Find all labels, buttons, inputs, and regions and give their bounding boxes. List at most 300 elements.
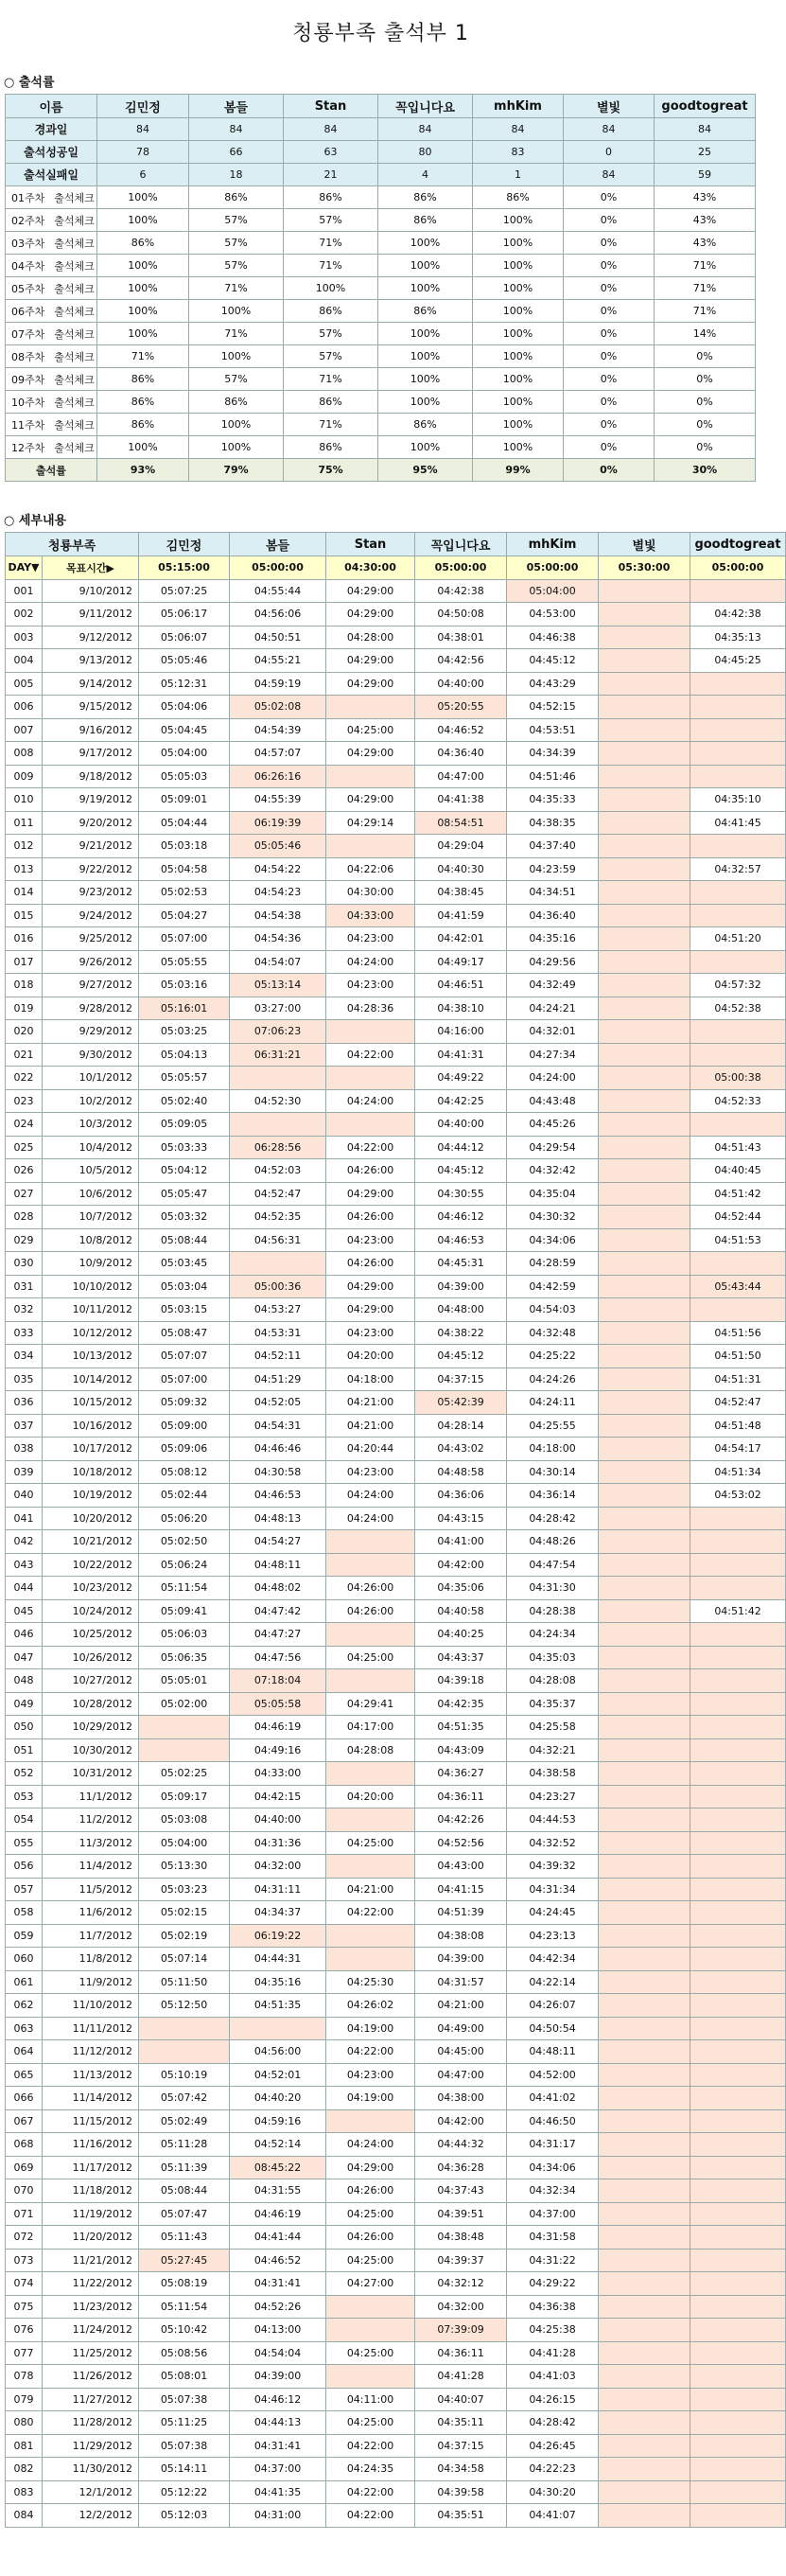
week-rate: 57% xyxy=(189,209,284,232)
wake-time: 05:05:46 xyxy=(230,835,326,858)
week-label xyxy=(6,186,97,209)
day-number: 069 xyxy=(6,2156,43,2179)
wake-time: 04:29:00 xyxy=(326,649,415,673)
stat-value: 63 xyxy=(284,141,378,164)
wake-time: 04:32:42 xyxy=(507,1159,599,1183)
wake-time xyxy=(690,1994,786,2018)
week-rate: 0% xyxy=(655,436,756,459)
wake-time: 05:07:07 xyxy=(139,1345,230,1368)
member-header: mhKim xyxy=(507,533,599,556)
wake-time: 04:52:11 xyxy=(230,1345,326,1368)
wake-time: 04:46:52 xyxy=(230,2249,326,2272)
day-date: 11/12/2012 xyxy=(43,2040,139,2064)
day-number: 002 xyxy=(6,603,43,626)
wake-time xyxy=(690,1738,786,1762)
wake-time xyxy=(599,1438,690,1461)
day-row xyxy=(6,1785,786,1808)
day-row xyxy=(6,2063,786,2087)
wake-time: 04:23:59 xyxy=(507,857,599,881)
week-rate: 100% xyxy=(473,414,564,436)
wake-time: 04:57:07 xyxy=(230,742,326,766)
day-number: 017 xyxy=(6,950,43,974)
wake-time xyxy=(599,1345,690,1368)
wake-time: 04:45:12 xyxy=(415,1159,507,1183)
wake-time: 04:52:44 xyxy=(690,1206,786,1229)
wake-time: 04:43:29 xyxy=(507,672,599,696)
member-header: 봄들 xyxy=(230,533,326,556)
wake-time: 04:34:06 xyxy=(507,2156,599,2179)
day-row xyxy=(6,1345,786,1368)
day-row xyxy=(6,1530,786,1554)
wake-time: 05:02:08 xyxy=(230,696,326,719)
wake-time: 04:25:55 xyxy=(507,1414,599,1438)
wake-time: 04:40:00 xyxy=(415,1113,507,1137)
wake-time: 04:29:14 xyxy=(326,811,415,835)
week-rate: 86% xyxy=(189,391,284,414)
wake-time: 04:35:13 xyxy=(690,626,786,649)
wake-time: 05:05:55 xyxy=(139,950,230,974)
wake-time xyxy=(599,765,690,788)
week-rate: 100% xyxy=(473,436,564,459)
wake-time: 04:38:35 xyxy=(507,811,599,835)
wake-time: 04:26:00 xyxy=(326,1577,415,1600)
day-row xyxy=(6,1136,786,1159)
wake-time xyxy=(690,696,786,719)
stat-value: 66 xyxy=(189,141,284,164)
wake-time: 04:40:20 xyxy=(230,2087,326,2110)
day-date: 11/16/2012 xyxy=(43,2133,139,2157)
wake-time xyxy=(599,1089,690,1113)
wake-time: 06:31:21 xyxy=(230,1043,326,1067)
wake-time: 05:07:00 xyxy=(139,1367,230,1391)
day-date: 9/15/2012 xyxy=(43,696,139,719)
week-rate: 100% xyxy=(473,209,564,232)
day-number: 001 xyxy=(6,579,43,603)
wake-time: 03:27:00 xyxy=(230,997,326,1020)
wake-time xyxy=(690,1646,786,1669)
stat-label: 출석성공일 xyxy=(6,141,97,164)
wake-time: 04:57:32 xyxy=(690,974,786,997)
wake-time: 04:37:40 xyxy=(507,835,599,858)
week-check: 출석체크 xyxy=(54,282,95,295)
total-rate: 79% xyxy=(189,459,284,482)
day-number: 037 xyxy=(6,1414,43,1438)
day-date: 11/3/2012 xyxy=(43,1831,139,1855)
day-row xyxy=(6,1020,786,1044)
wake-time: 04:48:26 xyxy=(507,1530,599,1554)
stat-row xyxy=(6,164,756,186)
day-row xyxy=(6,1067,786,1090)
day-row xyxy=(6,1507,786,1530)
wake-time: 04:27:00 xyxy=(326,2272,415,2296)
week-rate: 100% xyxy=(473,277,564,300)
wake-time: 05:07:38 xyxy=(139,2388,230,2411)
week-rate: 57% xyxy=(284,345,378,368)
wake-time: 04:50:54 xyxy=(507,2017,599,2040)
wake-time: 07:39:09 xyxy=(415,2319,507,2342)
target-time: 05:00:00 xyxy=(690,556,786,580)
wake-time: 04:52:26 xyxy=(230,2295,326,2319)
wake-time xyxy=(139,2040,230,2064)
stat-value: 1 xyxy=(473,164,564,186)
stat-label: 출석실패일 xyxy=(6,164,97,186)
wake-time xyxy=(690,835,786,858)
wake-time: 04:24:35 xyxy=(326,2458,415,2481)
wake-time: 04:41:59 xyxy=(415,904,507,927)
wake-time: 04:40:58 xyxy=(415,1599,507,1623)
wake-time xyxy=(326,1948,415,1971)
target-time: 05:30:00 xyxy=(599,556,690,580)
week-rate: 86% xyxy=(284,391,378,414)
day-number: 012 xyxy=(6,835,43,858)
week-check: 출석체크 xyxy=(54,418,95,432)
week-rate: 86% xyxy=(189,186,284,209)
week-check: 출석체크 xyxy=(54,441,95,454)
wake-time xyxy=(230,2017,326,2040)
day-row xyxy=(6,1438,786,1461)
wake-time: 04:24:45 xyxy=(507,1901,599,1925)
wake-time: 05:04:00 xyxy=(139,742,230,766)
week-rate: 0% xyxy=(564,345,655,368)
day-number: 048 xyxy=(6,1669,43,1693)
week-label xyxy=(6,277,97,300)
member-header: 김민정 xyxy=(139,533,230,556)
wake-time: 04:36:14 xyxy=(507,1484,599,1508)
wake-time: 05:03:08 xyxy=(139,1808,230,1832)
day-date: 9/26/2012 xyxy=(43,950,139,974)
week-row xyxy=(6,436,756,459)
wake-time: 04:31:41 xyxy=(230,2434,326,2458)
wake-time xyxy=(326,2319,415,2342)
day-number: 010 xyxy=(6,788,43,812)
wake-time xyxy=(599,1855,690,1879)
day-number: 029 xyxy=(6,1228,43,1252)
summary-heading: ○ 출석률 xyxy=(4,76,55,90)
week-rate: 100% xyxy=(378,368,473,391)
wake-time xyxy=(599,718,690,742)
wake-time xyxy=(690,2434,786,2458)
week-number: 06주차 xyxy=(11,305,45,318)
wake-time: 04:36:11 xyxy=(415,2341,507,2365)
wake-time xyxy=(599,1043,690,1067)
wake-time: 04:37:00 xyxy=(230,2458,326,2481)
wake-time xyxy=(599,1646,690,1669)
wake-time: 04:53:51 xyxy=(507,718,599,742)
wake-time: 04:44:53 xyxy=(507,1808,599,1832)
wake-time: 04:45:31 xyxy=(415,1252,507,1276)
wake-time xyxy=(599,1067,690,1090)
day-number: 056 xyxy=(6,1855,43,1879)
wake-time: 04:26:00 xyxy=(326,2226,415,2250)
wake-time: 04:50:51 xyxy=(230,626,326,649)
wake-time: 04:47:42 xyxy=(230,1599,326,1623)
wake-time: 04:22:00 xyxy=(326,2434,415,2458)
wake-time: 06:26:16 xyxy=(230,765,326,788)
wake-time xyxy=(326,1762,415,1786)
wake-time: 04:47:54 xyxy=(507,1553,599,1577)
day-number: 051 xyxy=(6,1738,43,1762)
day-row xyxy=(6,1113,786,1137)
wake-time: 04:52:56 xyxy=(415,1831,507,1855)
wake-time: 04:36:38 xyxy=(507,2295,599,2319)
wake-time: 04:59:19 xyxy=(230,672,326,696)
stat-value: 78 xyxy=(97,141,189,164)
wake-time: 04:39:18 xyxy=(415,1669,507,1693)
wake-time: 04:41:00 xyxy=(415,1530,507,1554)
wake-time xyxy=(690,904,786,927)
wake-time: 05:08:56 xyxy=(139,2341,230,2365)
wake-time xyxy=(326,1808,415,1832)
wake-time xyxy=(690,579,786,603)
wake-time: 04:34:37 xyxy=(230,1901,326,1925)
wake-time xyxy=(599,1367,690,1391)
wake-time: 04:46:19 xyxy=(230,1716,326,1739)
day-date: 11/25/2012 xyxy=(43,2341,139,2365)
wake-time xyxy=(599,1692,690,1716)
week-rate: 71% xyxy=(284,232,378,255)
week-check: 출석체크 xyxy=(54,259,95,273)
wake-time: 04:29:00 xyxy=(326,579,415,603)
day-number: 035 xyxy=(6,1367,43,1391)
week-rate: 0% xyxy=(564,414,655,436)
day-date: 11/17/2012 xyxy=(43,2156,139,2179)
wake-time xyxy=(690,1878,786,1901)
wake-time xyxy=(599,1994,690,2018)
wake-time xyxy=(230,1067,326,1090)
wake-time: 04:23:27 xyxy=(507,1785,599,1808)
target-time: 05:15:00 xyxy=(139,556,230,580)
day-number: 021 xyxy=(6,1043,43,1067)
week-check: 출석체크 xyxy=(54,305,95,318)
week-row xyxy=(6,391,756,414)
wake-time: 04:22:00 xyxy=(326,1901,415,1925)
wake-time: 04:42:34 xyxy=(507,1948,599,1971)
wake-time: 04:47:00 xyxy=(415,2063,507,2087)
day-number: 003 xyxy=(6,626,43,649)
day-number: 052 xyxy=(6,1762,43,1786)
stat-value: 84 xyxy=(97,118,189,141)
wake-time: 04:23:00 xyxy=(326,927,415,951)
day-date: 11/19/2012 xyxy=(43,2202,139,2226)
wake-time: 05:05:57 xyxy=(139,1067,230,1090)
day-date: 11/22/2012 xyxy=(43,2272,139,2296)
day-date: 10/5/2012 xyxy=(43,1159,139,1183)
wake-time: 04:31:11 xyxy=(230,1878,326,1901)
week-label xyxy=(6,232,97,255)
week-rate: 100% xyxy=(378,345,473,368)
wake-time: 04:54:07 xyxy=(230,950,326,974)
wake-time: 04:25:38 xyxy=(507,2319,599,2342)
wake-time xyxy=(690,1924,786,1948)
stat-value: 84 xyxy=(564,118,655,141)
wake-time: 05:16:01 xyxy=(139,997,230,1020)
wake-time xyxy=(690,1252,786,1276)
wake-time: 04:55:44 xyxy=(230,579,326,603)
wake-time: 05:27:45 xyxy=(139,2249,230,2272)
week-rate: 100% xyxy=(97,209,189,232)
day-row xyxy=(6,649,786,673)
wake-time: 04:48:58 xyxy=(415,1460,507,1484)
day-number: 023 xyxy=(6,1089,43,1113)
wake-time: 04:54:17 xyxy=(690,1438,786,1461)
wake-time: 04:42:26 xyxy=(415,1808,507,1832)
wake-time: 04:42:15 xyxy=(230,1785,326,1808)
wake-time: 04:45:26 xyxy=(507,1113,599,1137)
week-rate: 57% xyxy=(189,232,284,255)
wake-time xyxy=(690,2133,786,2157)
week-rate: 0% xyxy=(564,391,655,414)
wake-time: 04:40:00 xyxy=(415,672,507,696)
wake-time: 04:48:11 xyxy=(507,2040,599,2064)
wake-time: 05:00:36 xyxy=(230,1275,326,1298)
wake-time xyxy=(690,2341,786,2365)
week-rate: 14% xyxy=(655,323,756,345)
wake-time: 04:59:16 xyxy=(230,2109,326,2133)
wake-time: 05:05:47 xyxy=(139,1182,230,1206)
wake-time: 04:43:00 xyxy=(415,1855,507,1879)
wake-time: 04:33:00 xyxy=(230,1762,326,1786)
wake-time xyxy=(326,2365,415,2389)
wake-time xyxy=(599,2411,690,2435)
wake-time xyxy=(690,2458,786,2481)
week-row xyxy=(6,255,756,277)
wake-time xyxy=(326,1113,415,1137)
wake-time xyxy=(599,974,690,997)
day-row xyxy=(6,626,786,649)
day-date: 11/14/2012 xyxy=(43,2087,139,2110)
wake-time: 04:41:35 xyxy=(230,2480,326,2504)
week-number: 09주차 xyxy=(11,373,45,386)
day-date: 10/2/2012 xyxy=(43,1089,139,1113)
week-rate: 100% xyxy=(473,300,564,323)
day-row xyxy=(6,1298,786,1322)
day-number: 084 xyxy=(6,2504,43,2528)
wake-time: 04:24:00 xyxy=(507,1067,599,1090)
day-number: 060 xyxy=(6,1948,43,1971)
day-date: 10/12/2012 xyxy=(43,1321,139,1345)
wake-time xyxy=(690,1577,786,1600)
wake-time xyxy=(690,1669,786,1693)
day-row xyxy=(6,2179,786,2203)
day-row xyxy=(6,1228,786,1252)
wake-time: 04:38:48 xyxy=(415,2226,507,2250)
wake-time: 04:20:44 xyxy=(326,1438,415,1461)
day-sort-dropdown[interactable]: DAY▼ xyxy=(6,556,43,580)
wake-time: 04:41:38 xyxy=(415,788,507,812)
wake-time xyxy=(599,2156,690,2179)
wake-time: 04:35:03 xyxy=(507,1646,599,1669)
wake-time: 04:48:11 xyxy=(230,1553,326,1577)
day-number: 040 xyxy=(6,1484,43,1508)
member-header: 꼭입니다요 xyxy=(415,533,507,556)
wake-time xyxy=(690,718,786,742)
wake-time xyxy=(230,1113,326,1137)
wake-time xyxy=(326,1530,415,1554)
wake-time xyxy=(599,696,690,719)
day-row xyxy=(6,974,786,997)
wake-time xyxy=(599,1924,690,1948)
wake-time: 04:32:57 xyxy=(690,857,786,881)
wake-time: 04:55:39 xyxy=(230,788,326,812)
stat-value: 84 xyxy=(473,118,564,141)
wake-time: 04:26:02 xyxy=(326,1994,415,2018)
day-number: 011 xyxy=(6,811,43,835)
wake-time: 04:35:37 xyxy=(507,1692,599,1716)
wake-time xyxy=(326,1855,415,1879)
member-header: goodtogreat xyxy=(655,95,756,118)
wake-time: 04:44:32 xyxy=(415,2133,507,2157)
wake-time: 04:51:42 xyxy=(690,1599,786,1623)
wake-time xyxy=(690,2319,786,2342)
wake-time xyxy=(690,1020,786,1044)
day-date: 11/11/2012 xyxy=(43,2017,139,2040)
wake-time xyxy=(690,1553,786,1577)
wake-time xyxy=(599,1901,690,1925)
wake-time xyxy=(599,1206,690,1229)
wake-time: 05:11:25 xyxy=(139,2411,230,2435)
wake-time: 04:34:39 xyxy=(507,742,599,766)
wake-time: 07:18:04 xyxy=(230,1669,326,1693)
wake-time: 04:53:00 xyxy=(507,603,599,626)
wake-time: 05:06:35 xyxy=(139,1646,230,1669)
stat-row xyxy=(6,118,756,141)
day-number: 075 xyxy=(6,2295,43,2319)
day-row xyxy=(6,696,786,719)
week-rate: 71% xyxy=(284,414,378,436)
week-rate: 57% xyxy=(189,368,284,391)
wake-time: 05:04:44 xyxy=(139,811,230,835)
wake-time: 04:13:00 xyxy=(230,2319,326,2342)
wake-time: 05:02:15 xyxy=(139,1901,230,1925)
wake-time: 04:29:00 xyxy=(326,1182,415,1206)
week-rate: 0% xyxy=(655,391,756,414)
wake-time xyxy=(690,2109,786,2133)
day-date: 9/18/2012 xyxy=(43,765,139,788)
week-number: 03주차 xyxy=(11,237,45,250)
wake-time: 04:42:56 xyxy=(415,649,507,673)
wake-time: 04:31:17 xyxy=(507,2133,599,2157)
day-row xyxy=(6,1970,786,1994)
week-rate: 86% xyxy=(284,300,378,323)
wake-time: 04:47:27 xyxy=(230,1623,326,1647)
wake-time: 04:25:00 xyxy=(326,2341,415,2365)
wake-time: 05:05:01 xyxy=(139,1669,230,1693)
day-number: 034 xyxy=(6,1345,43,1368)
week-rate: 100% xyxy=(97,323,189,345)
wake-time: 04:29:04 xyxy=(415,835,507,858)
wake-time xyxy=(326,1067,415,1090)
week-check: 출석체크 xyxy=(54,191,95,204)
wake-time: 05:06:07 xyxy=(139,626,230,649)
week-check: 출석체크 xyxy=(54,237,95,250)
day-number: 064 xyxy=(6,2040,43,2064)
day-row xyxy=(6,1414,786,1438)
wake-time: 04:22:06 xyxy=(326,857,415,881)
wake-time xyxy=(690,1831,786,1855)
week-label xyxy=(6,255,97,277)
day-number: 061 xyxy=(6,1970,43,1994)
wake-time: 04:46:50 xyxy=(507,2109,599,2133)
wake-time: 05:04:00 xyxy=(139,1831,230,1855)
wake-time: 05:11:28 xyxy=(139,2133,230,2157)
day-row xyxy=(6,1623,786,1647)
wake-time: 04:35:11 xyxy=(415,2411,507,2435)
wake-time xyxy=(326,1020,415,1044)
wake-time: 04:25:00 xyxy=(326,2411,415,2435)
wake-time: 04:32:34 xyxy=(507,2179,599,2203)
wake-time xyxy=(599,1878,690,1901)
wake-time xyxy=(599,2480,690,2504)
